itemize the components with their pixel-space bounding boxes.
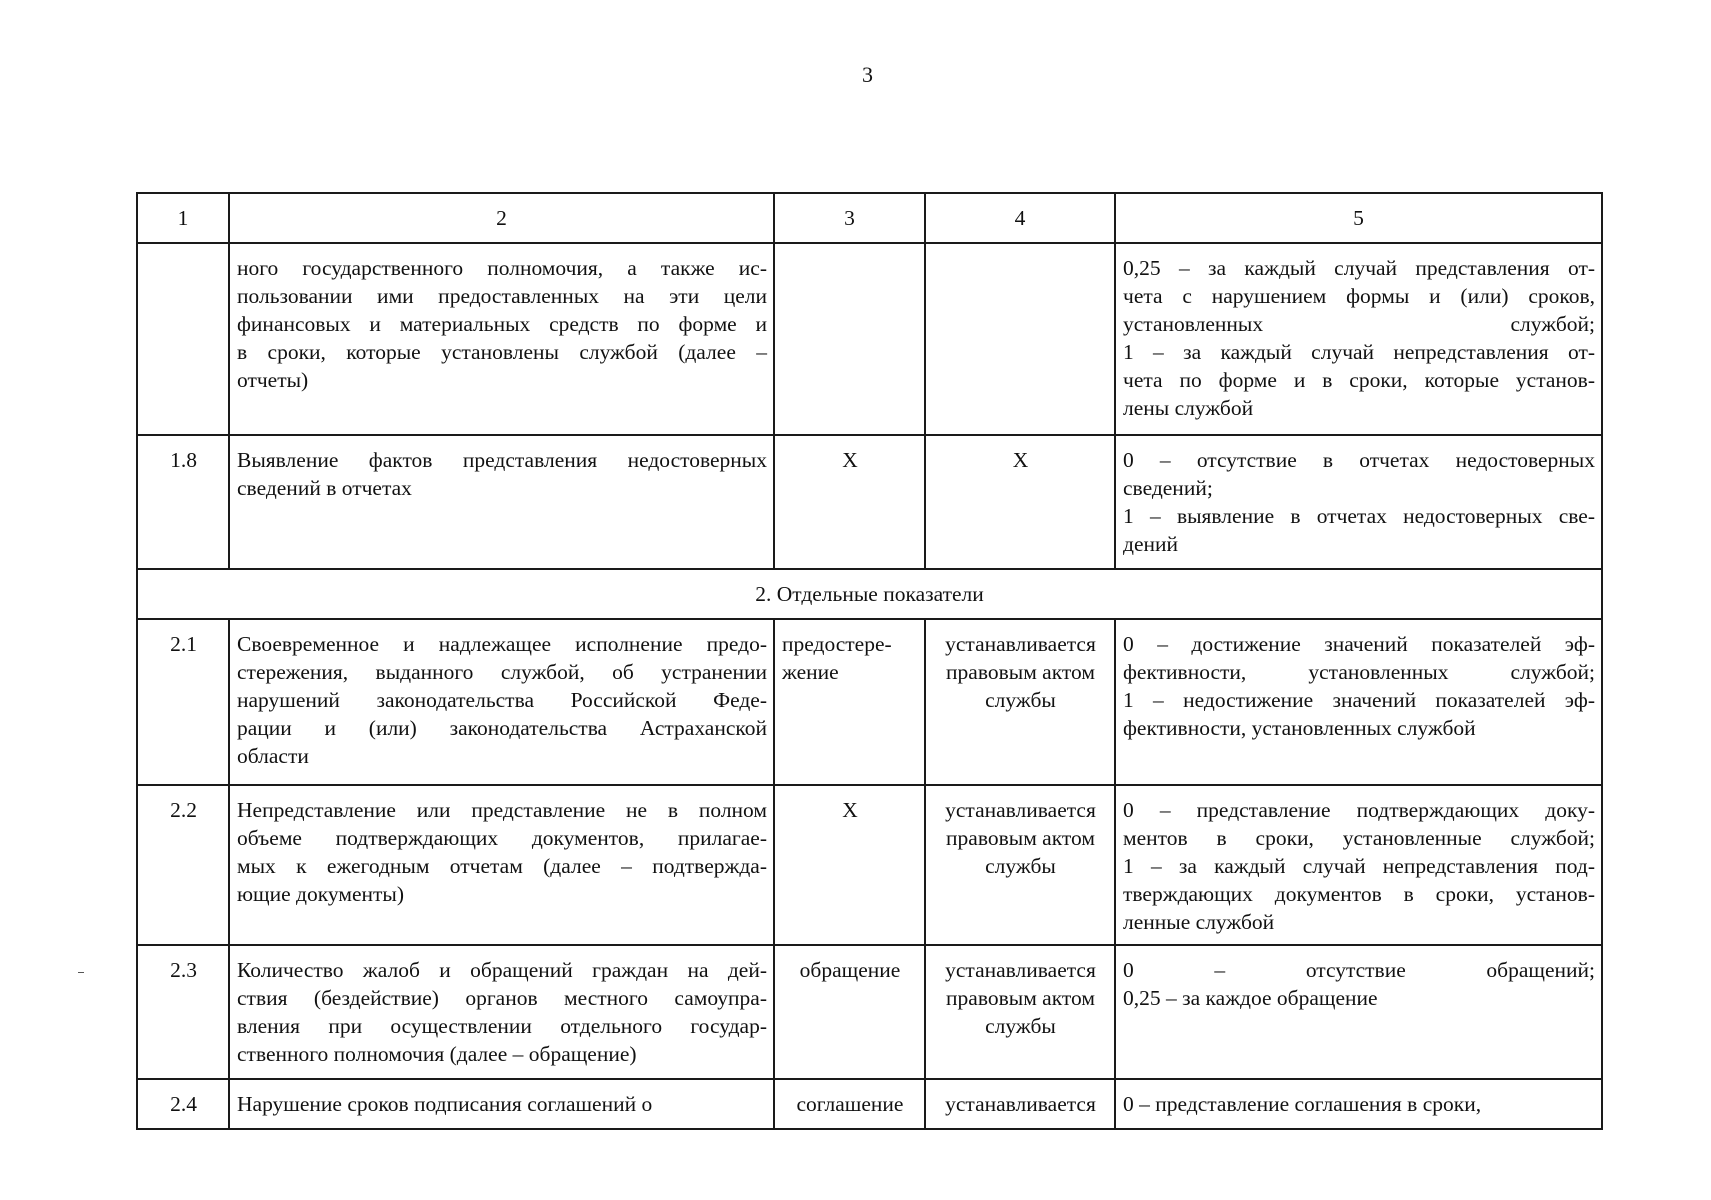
indicator-name-line: рации и (или) законодательства Астраханской <box>237 716 767 740</box>
indicator-name-line: вления при осуществлении отдельного государ- <box>237 1014 767 1038</box>
score-cell <box>1115 435 1602 569</box>
score-cell-line: ментов в сроки, установленные службой; <box>1123 826 1595 850</box>
score-cell-line: сведений; <box>1123 476 1213 500</box>
score-cell-line: 0 – представление соглашения в сроки, <box>1123 1092 1482 1116</box>
score-cell-line: 0 – достижение значений показателей эф- <box>1123 632 1595 656</box>
target-cell-line: устанавливается <box>945 798 1096 822</box>
table-row <box>137 945 1602 1079</box>
indicator-name <box>229 619 774 785</box>
unit-cell-line: Х <box>842 448 858 472</box>
unit-cell-line: предостере- <box>782 632 892 656</box>
unit-cell <box>774 945 925 1079</box>
indicator-name-line: Выявление фактов представления недостоверных <box>237 448 767 472</box>
indicator-name-line: Непредставление или представление не в полном <box>237 798 767 822</box>
header-cell-2: 2 <box>229 193 774 243</box>
score-cell-line: 0,25 – за каждый случай представления от- <box>1123 256 1595 280</box>
indicator-name-line: ствия (бездействие) органов местного самоупра- <box>237 986 767 1010</box>
indicator-name-line: Своевременное и надлежащее исполнение предо- <box>237 632 767 656</box>
score-cell-line: установленных службой; <box>1123 312 1595 336</box>
section-title: 2. Отдельные показатели <box>137 569 1602 619</box>
section-row <box>137 569 1602 619</box>
score-cell-line: тверждающих документов в сроки, установ- <box>1123 882 1595 906</box>
unit-cell <box>774 619 925 785</box>
margin-mark <box>78 972 84 973</box>
score-cell-line: 1 – за каждый случай непредставления под- <box>1123 854 1595 878</box>
row-number: 2.4 <box>137 1079 229 1129</box>
indicator-name-line: в сроки, которые установлены службой (далее – <box>237 340 767 364</box>
table-row <box>137 1079 1602 1129</box>
indicator-name <box>229 945 774 1079</box>
row-number: 2.1 <box>137 619 229 785</box>
score-cell-line: 0 – отсутствие обращений; <box>1123 958 1595 982</box>
header-cell-3: 3 <box>774 193 925 243</box>
indicators-table <box>136 192 1603 1130</box>
table-header-row <box>137 193 1602 243</box>
header-cell-5: 5 <box>1115 193 1602 243</box>
target-cell-line: устанавливается <box>945 632 1096 656</box>
score-cell-line: фективности, установленных службой <box>1123 716 1476 740</box>
target-cell <box>925 785 1115 945</box>
score-cell-line: чета с нарушением формы и (или) сроков, <box>1123 284 1595 308</box>
unit-cell <box>774 243 925 435</box>
table-row <box>137 435 1602 569</box>
target-cell <box>925 619 1115 785</box>
table-row <box>137 619 1602 785</box>
unit-cell-line: жение <box>782 660 839 684</box>
page-number: 3 <box>862 62 873 87</box>
row-number <box>137 243 229 435</box>
unit-cell <box>774 785 925 945</box>
row-number: 1.8 <box>137 435 229 569</box>
indicator-name-line: объеме подтверждающих документов, прилагае- <box>237 826 767 850</box>
header-cell-1: 1 <box>137 193 229 243</box>
target-cell-line: правовым актом <box>946 660 1095 684</box>
target-cell <box>925 243 1115 435</box>
score-cell <box>1115 785 1602 945</box>
score-cell <box>1115 243 1602 435</box>
score-cell <box>1115 619 1602 785</box>
indicator-name-line: сведений в отчетах <box>237 476 412 500</box>
indicator-name <box>229 785 774 945</box>
indicator-name-line: Нарушение сроков подписания соглашений о <box>237 1092 653 1116</box>
score-cell-line: фективности, установленных службой; <box>1123 660 1595 684</box>
indicator-name-line: ственного полномочия (далее – обращение) <box>237 1042 637 1066</box>
target-cell-line: правовым актом <box>946 986 1095 1010</box>
target-cell-line: устанавливается <box>945 1092 1096 1116</box>
indicator-name-line: мых к ежегодным отчетам (далее – подтвержда- <box>237 854 767 878</box>
target-cell-line: правовым актом <box>946 826 1095 850</box>
score-cell-line: лены службой <box>1123 396 1254 420</box>
score-cell-line: чета по форме и в сроки, которые установ- <box>1123 368 1595 392</box>
target-cell-line: устанавливается <box>945 958 1096 982</box>
target-cell-line: службы <box>985 1014 1056 1038</box>
indicator-name-line: Количество жалоб и обращений граждан на дей- <box>237 958 767 982</box>
table-row <box>137 785 1602 945</box>
indicator-name-line: пользовании ими предоставленных на эти цели <box>237 284 767 308</box>
target-cell-line: Х <box>1012 448 1029 472</box>
score-cell <box>1115 1079 1602 1129</box>
score-cell-line: ленные службой <box>1123 910 1275 934</box>
indicator-name-line: ющие документы) <box>237 882 404 906</box>
score-cell-line: 1 – за каждый случай непредставления от- <box>1123 340 1595 364</box>
score-cell <box>1115 945 1602 1079</box>
indicator-name-line: нарушений законодательства Российской Феде- <box>237 688 767 712</box>
unit-cell-line: соглашение <box>796 1092 904 1116</box>
unit-cell <box>774 435 925 569</box>
target-cell-line: службы <box>985 854 1056 878</box>
score-cell-line: 1 – недостижение значений показателей эф- <box>1123 688 1595 712</box>
indicator-name-line: ного государственного полномочия, а также ис- <box>237 256 767 280</box>
indicator-name-line: финансовых и материальных средств по форме и <box>237 312 767 336</box>
target-cell <box>925 435 1115 569</box>
indicator-name-line: области <box>237 744 309 768</box>
unit-cell-line: обращение <box>799 958 901 982</box>
table-row <box>137 243 1602 435</box>
score-cell-line: 0,25 – за каждое обращение <box>1123 986 1378 1010</box>
unit-cell <box>774 1079 925 1129</box>
indicator-name <box>229 243 774 435</box>
score-cell-line: 0 – представление подтверждающих доку- <box>1123 798 1595 822</box>
indicator-name <box>229 435 774 569</box>
row-number: 2.3 <box>137 945 229 1079</box>
target-cell <box>925 945 1115 1079</box>
indicator-name-line: стережения, выданного службой, об устранении <box>237 660 767 684</box>
target-cell-line: службы <box>985 688 1056 712</box>
target-cell <box>925 1079 1115 1129</box>
row-number: 2.2 <box>137 785 229 945</box>
score-cell-line: 1 – выявление в отчетах недостоверных све- <box>1123 504 1595 528</box>
indicator-name <box>229 1079 774 1129</box>
score-cell-line: дений <box>1123 532 1178 556</box>
indicator-name-line: отчеты) <box>237 368 309 392</box>
score-cell-line: 0 – отсутствие в отчетах недостоверных <box>1123 448 1595 472</box>
unit-cell-line: Х <box>842 798 858 822</box>
header-cell-4: 4 <box>925 193 1115 243</box>
